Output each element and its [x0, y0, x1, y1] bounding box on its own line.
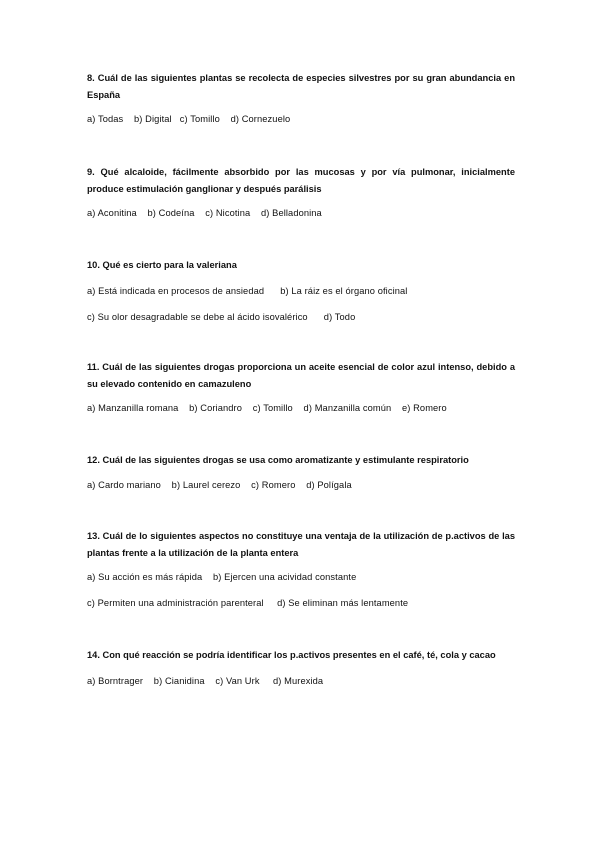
question-14 — [87, 647, 515, 688]
question-options: c) Permiten una administración parenteral d) Se eliminan más lentamente — [87, 598, 409, 608]
question-options: a) Cardo mariano b) Laurel cerezo c) Romero d) Polígala — [87, 479, 352, 490]
question-10 — [87, 257, 515, 324]
question-8 — [87, 70, 515, 126]
question-title: 10. Qué es cierto para la valeriana — [87, 260, 237, 270]
question-options: a) Todas b) Digital c) Tomillo d) Cornezuelo — [87, 114, 291, 124]
question-12 — [87, 452, 515, 492]
question-13 — [87, 528, 515, 610]
question-11 — [87, 359, 515, 415]
question-9 — [87, 164, 515, 220]
question-title: 12. Cuál de las siguientes drogas se usa como aromatizante y estimulante respiratorio — [87, 455, 469, 465]
question-title: 14. Con qué reacción se podría identificar los p.activos presentes en el café, té, cola y cacao — [87, 650, 496, 660]
question-options: a) Borntrager b) Cianidina c) Van Urk d) Murexida — [87, 675, 324, 686]
question-options: a) Aconitina b) Codeína c) Nicotina d) Belladonina — [87, 208, 322, 218]
question-title: 13. Cuál de lo siguientes aspectos no constituye una ventaja de la utilización de p.activos de las plantas frente a la utilización de la planta entera — [87, 531, 515, 558]
question-title: 8. Cuál de las siguientes plantas se recolecta de especies silvestres por su gran abundancia en España — [87, 73, 515, 100]
question-options: a) Está indicada en procesos de ansiedad b) La ráiz es el órgano oficinal — [87, 285, 408, 296]
question-options: a) Manzanilla romana b) Coriandro c) Tomillo d) Manzanilla común e) Romero — [87, 403, 447, 413]
question-options: c) Su olor desagradable se debe al ácido isovalérico d) Todo — [87, 311, 356, 322]
question-title: 11. Cuál de las siguientes drogas proporciona un aceite esencial de color azul intenso, debido a su elevado contenido en camazuleno — [87, 362, 515, 389]
question-title: 9. Qué alcaloide, fácilmente absorbido por las mucosas y por vía pulmonar, inicialmente produce estimulación ganglionar y después parálisis — [87, 167, 515, 194]
question-options: a) Su acción es más rápida b) Ejercen una acividad constante — [87, 572, 357, 582]
